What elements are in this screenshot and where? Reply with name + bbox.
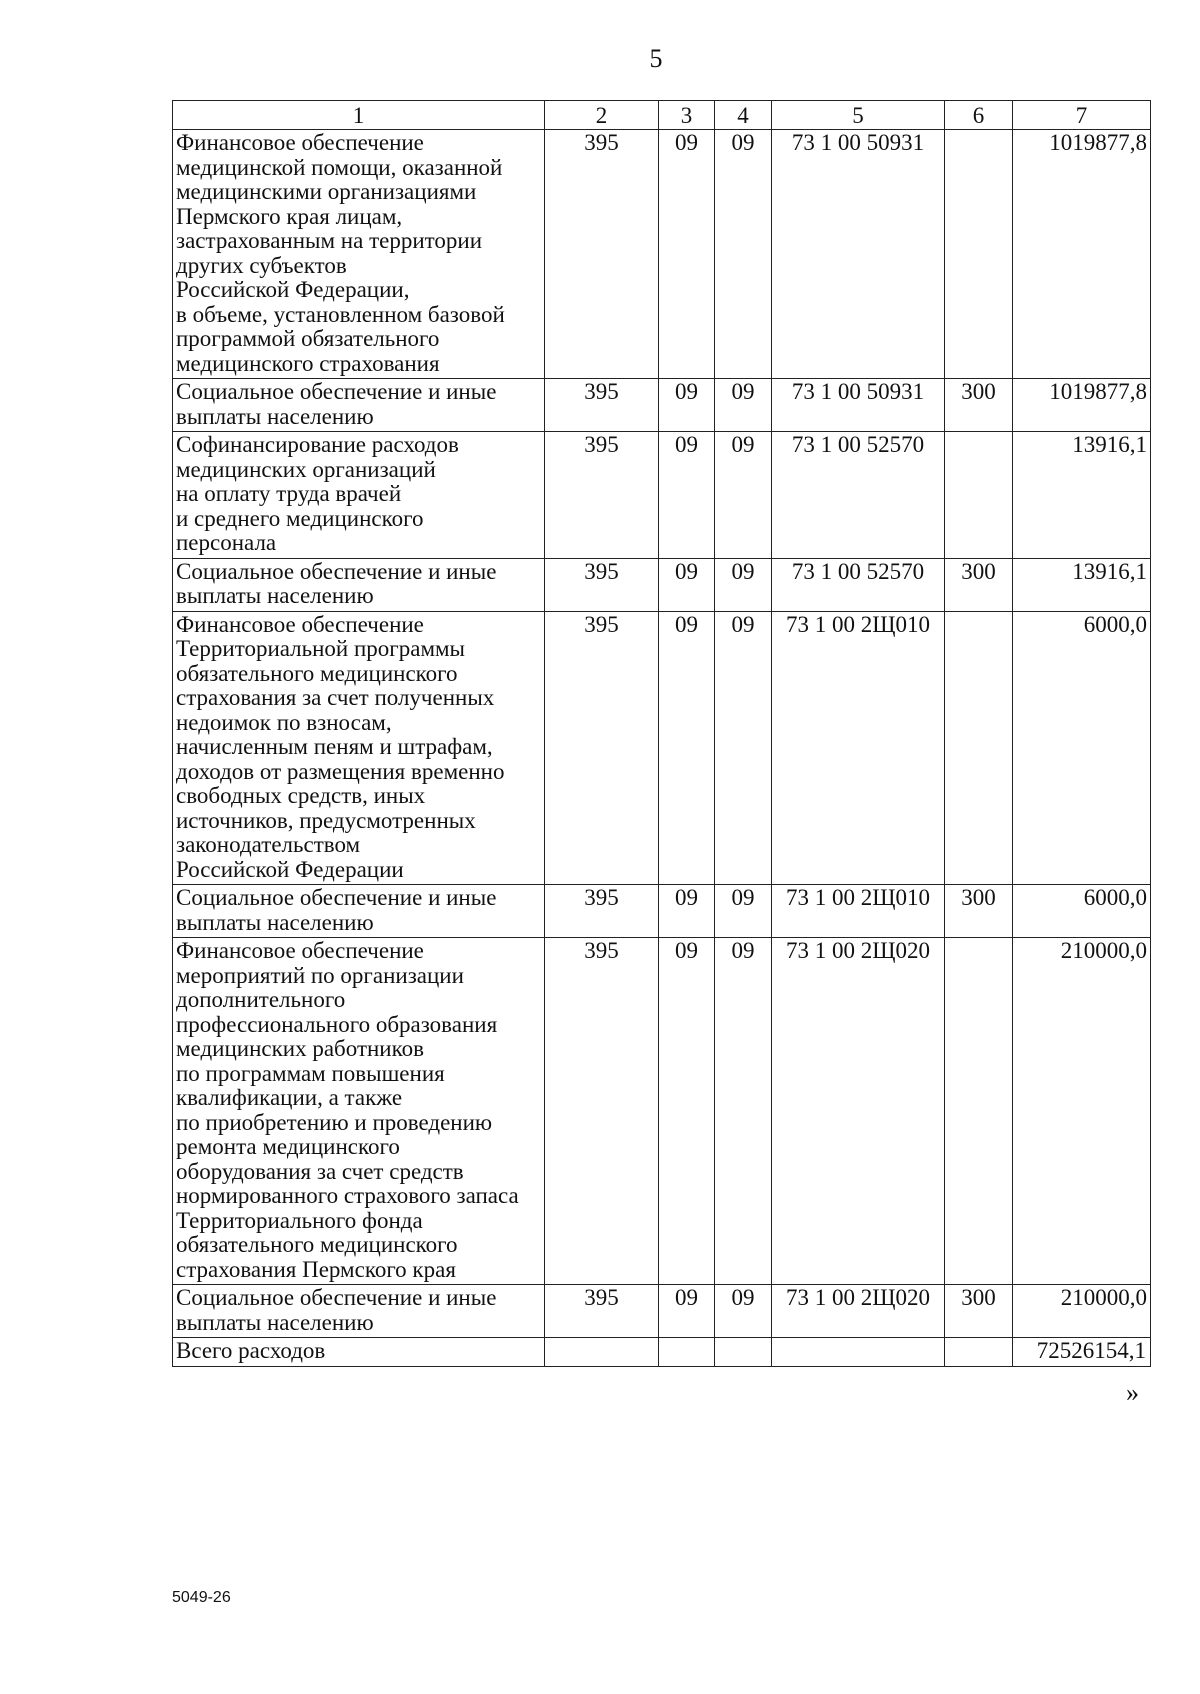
row-name-cell: Социальное обеспечение и иные выплаты населению (173, 379, 545, 432)
target-article-cell: 73 1 00 2Щ020 (772, 1285, 945, 1338)
amount-cell: 1019877,8 (1013, 130, 1151, 379)
admin-code-cell: 395 (545, 885, 659, 938)
table-row (173, 379, 1151, 432)
column-header-2: 2 (545, 101, 659, 130)
column-header-3: 3 (659, 101, 715, 130)
row-name-cell: Социальное обеспечение и иные выплаты населению (173, 885, 545, 938)
column-header-4: 4 (715, 101, 772, 130)
expense-type-cell (945, 130, 1013, 379)
table-row (173, 885, 1151, 938)
subsection-cell: 09 (715, 558, 772, 611)
table-body (173, 130, 1151, 1338)
total-empty-cell (659, 1338, 715, 1367)
expense-type-cell (945, 938, 1013, 1285)
closing-quote: » (1126, 1378, 1139, 1407)
admin-code-cell: 395 (545, 558, 659, 611)
budget-table (172, 100, 1151, 1367)
subsection-cell: 09 (715, 130, 772, 379)
expense-type-cell (945, 611, 1013, 885)
amount-cell: 210000,0 (1013, 938, 1151, 1285)
amount-cell: 6000,0 (1013, 611, 1151, 885)
row-name-cell: Социальное обеспечение и иные выплаты населению (173, 1285, 545, 1338)
row-name-cell: Финансовое обеспечение Территориальной программы обязательного медицинского страхования за счет полученных недоимок по взносам, начисленным пеням и штрафам, доходов от размещения временно свободных средств, иных источников, предусмотренных законодательством Российской Федерации (173, 611, 545, 885)
target-article-cell: 73 1 00 2Щ010 (772, 611, 945, 885)
page-number: 5 (649, 44, 663, 73)
admin-code-cell: 395 (545, 130, 659, 379)
section-cell: 09 (659, 130, 715, 379)
total-label: Всего расходов (173, 1338, 545, 1367)
total-empty-cell (715, 1338, 772, 1367)
table-row (173, 611, 1151, 885)
section-cell: 09 (659, 558, 715, 611)
total-empty-cell (545, 1338, 659, 1367)
subsection-cell: 09 (715, 611, 772, 885)
subsection-cell: 09 (715, 379, 772, 432)
target-article-cell: 73 1 00 50931 (772, 130, 945, 379)
column-header-5: 5 (772, 101, 945, 130)
target-article-cell: 73 1 00 2Щ010 (772, 885, 945, 938)
section-cell: 09 (659, 432, 715, 559)
admin-code-cell: 395 (545, 938, 659, 1285)
amount-cell: 6000,0 (1013, 885, 1151, 938)
table-row (173, 938, 1151, 1285)
subsection-cell: 09 (715, 1285, 772, 1338)
subsection-cell: 09 (715, 938, 772, 1285)
amount-cell: 13916,1 (1013, 432, 1151, 559)
admin-code-cell: 395 (545, 432, 659, 559)
document-code: 5049-26 (172, 1589, 231, 1606)
total-row (173, 1338, 1151, 1367)
subsection-cell: 09 (715, 885, 772, 938)
table-header-row (173, 101, 1151, 130)
expense-type-cell: 300 (945, 379, 1013, 432)
column-header-6: 6 (945, 101, 1013, 130)
amount-cell: 1019877,8 (1013, 379, 1151, 432)
target-article-cell: 73 1 00 2Щ020 (772, 938, 945, 1285)
total-value: 72526154,1 (1013, 1338, 1151, 1367)
target-article-cell: 73 1 00 50931 (772, 379, 945, 432)
target-article-cell: 73 1 00 52570 (772, 432, 945, 559)
amount-cell: 210000,0 (1013, 1285, 1151, 1338)
expense-type-cell: 300 (945, 1285, 1013, 1338)
section-cell: 09 (659, 611, 715, 885)
row-name-cell: Софинансирование расходов медицинских организаций на оплату труда врачей и среднего медицинского персонала (173, 432, 545, 559)
subsection-cell: 09 (715, 432, 772, 559)
section-cell: 09 (659, 885, 715, 938)
table-row (173, 558, 1151, 611)
total-empty-cell (945, 1338, 1013, 1367)
total-empty-cell (772, 1338, 945, 1367)
expense-type-cell: 300 (945, 558, 1013, 611)
table-row (173, 130, 1151, 379)
target-article-cell: 73 1 00 52570 (772, 558, 945, 611)
section-cell: 09 (659, 938, 715, 1285)
expense-type-cell: 300 (945, 885, 1013, 938)
admin-code-cell: 395 (545, 1285, 659, 1338)
row-name-cell: Финансовое обеспечение медицинской помощи, оказанной медицинскими организациями Пермского края лицам, застрахованным на территории других субъектов Российской Федерации, в объеме, установленном базовой программой обязательного медицинского страхования (173, 130, 545, 379)
section-cell: 09 (659, 379, 715, 432)
admin-code-cell: 395 (545, 611, 659, 885)
row-name-cell: Финансовое обеспечение мероприятий по организации дополнительного профессионального образования медицинских работников по программам повышения квалификации, а также по приобретению и проведению ремонта медицинского оборудования за счет средств нормированного страхового запаса Территориального фонда обязательного медицинского страхования Пермского края (173, 938, 545, 1285)
admin-code-cell: 395 (545, 379, 659, 432)
column-header-7: 7 (1013, 101, 1151, 130)
table-row (173, 432, 1151, 559)
table-row (173, 1285, 1151, 1338)
row-name-cell: Социальное обеспечение и иные выплаты населению (173, 558, 545, 611)
section-cell: 09 (659, 1285, 715, 1338)
expense-type-cell (945, 432, 1013, 559)
column-header-1: 1 (173, 101, 545, 130)
amount-cell: 13916,1 (1013, 558, 1151, 611)
